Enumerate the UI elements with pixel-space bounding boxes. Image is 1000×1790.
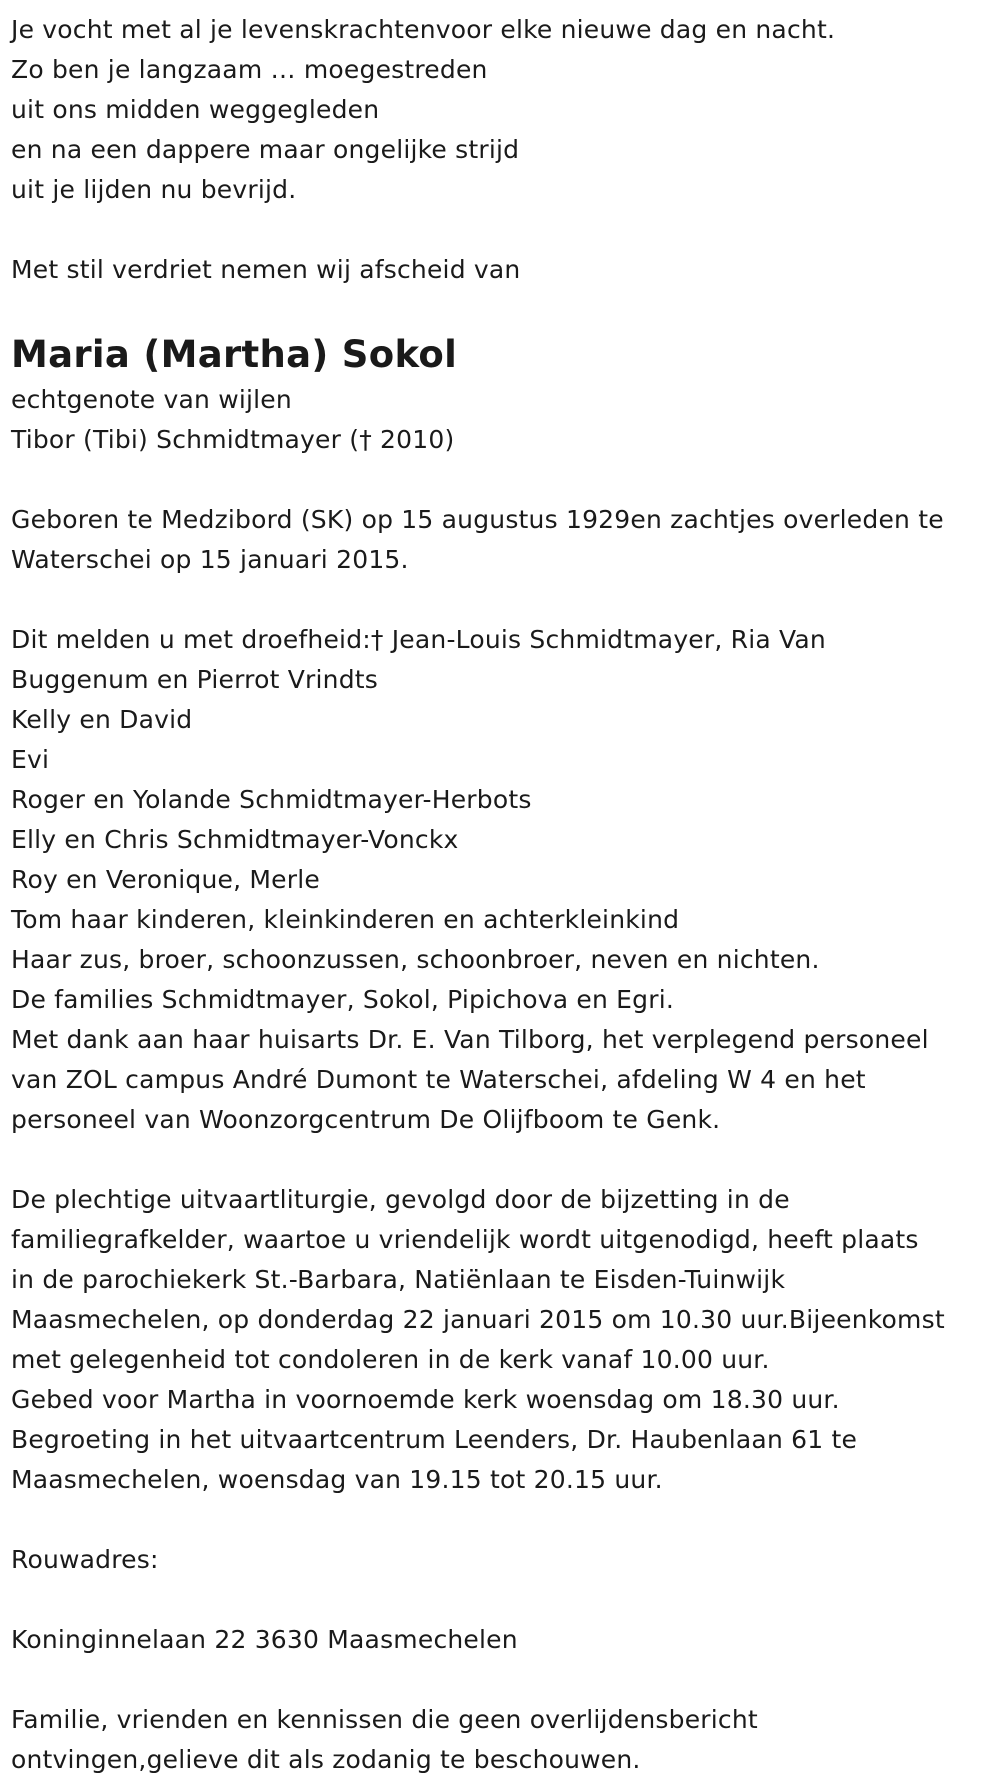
poem — [11, 10, 990, 210]
family-line: Evi — [11, 745, 50, 774]
ceremony-info — [11, 1180, 990, 1500]
spacer — [11, 210, 990, 250]
closing-line: Familie, vrienden en kennissen die geen overlijdensbericht — [11, 1705, 758, 1734]
ceremony-line: De plechtige uitvaartliturgie, gevolgd door de bijzetting in de — [11, 1185, 790, 1214]
spacer — [11, 290, 990, 330]
spouse-line: echtgenote van wijlen — [11, 385, 292, 414]
family-line: Dit melden u met droefheid:† Jean-Louis Schmidtmayer, Ria Van — [11, 625, 826, 654]
spacer — [11, 1140, 990, 1180]
intro-text: Met stil verdriet nemen wij afscheid van — [11, 255, 521, 284]
poem-line: Zo ben je langzaam … moegestreden — [11, 55, 488, 84]
ceremony-line: Gebed voor Martha in voornoemde kerk woensdag om 18.30 uur. — [11, 1385, 840, 1414]
birth-death-info — [11, 500, 990, 580]
mourning-address: Koninginnelaan 22 3630 Maasmechelen — [11, 1625, 518, 1654]
spacer — [11, 1580, 990, 1620]
poem-line: en na een dappere maar ongelijke strijd — [11, 135, 520, 164]
poem-line: Je vocht met al je levenskrachtenvoor elke nieuwe dag en nacht. — [11, 15, 836, 44]
birth-death-line: Geboren te Medzibord (SK) op 15 augustus 1929en zachtjes overleden te — [11, 505, 944, 534]
spacer — [11, 1500, 990, 1540]
ceremony-line: Begroeting in het uitvaartcentrum Leenders, Dr. Haubenlaan 61 te — [11, 1425, 858, 1454]
spacer — [11, 460, 990, 500]
closing-line: ontvingen,gelieve dit als zodanig te beschouwen. — [11, 1745, 641, 1774]
family-list — [11, 620, 990, 1140]
family-line: Buggenum en Pierrot Vrindts — [11, 665, 379, 694]
spacer — [11, 580, 990, 620]
birth-death-line: Waterschei op 15 januari 2015. — [11, 545, 409, 574]
ceremony-line: met gelegenheid tot condoleren in de kerk vanaf 10.00 uur. — [11, 1345, 770, 1374]
spacer — [11, 1660, 990, 1700]
family-line: Haar zus, broer, schoonzussen, schoonbroer, neven en nichten. — [11, 945, 820, 974]
address-label: Rouwadres: — [11, 1545, 159, 1574]
family-line: Elly en Chris Schmidtmayer-Vonckx — [11, 825, 459, 854]
family-line: van ZOL campus André Dumont te Waterschei, afdeling W 4 en het — [11, 1065, 866, 1094]
spouse-info — [11, 380, 990, 460]
family-line: Roger en Yolande Schmidtmayer-Herbots — [11, 785, 532, 814]
poem-line: uit je lijden nu bevrijd. — [11, 175, 297, 204]
ceremony-line: familiegrafkelder, waartoe u vriendelijk wordt uitgenodigd, heeft plaats — [11, 1225, 919, 1254]
family-line: Roy en Veronique, Merle — [11, 865, 320, 894]
poem-line: uit ons midden weggegleden — [11, 95, 380, 124]
family-line: Met dank aan haar huisarts Dr. E. Van Tilborg, het verplegend personeel — [11, 1025, 929, 1054]
family-line: Tom haar kinderen, kleinkinderen en achterkleinkind — [11, 905, 680, 934]
closing-note — [11, 1700, 990, 1780]
deceased-name: Maria (Martha) Sokol — [11, 333, 458, 376]
family-line: Kelly en David — [11, 705, 193, 734]
ceremony-line: Maasmechelen, op donderdag 22 januari 2015 om 10.30 uur.Bijeenkomst — [11, 1305, 945, 1334]
family-line: De families Schmidtmayer, Sokol, Pipichova en Egri. — [11, 985, 675, 1014]
spouse-line: Tibor (Tibi) Schmidtmayer († 2010) — [11, 425, 455, 454]
family-line: personeel van Woonzorgcentrum De Olijfboom te Genk. — [11, 1105, 721, 1134]
ceremony-line: Maasmechelen, woensdag van 19.15 tot 20.15 uur. — [11, 1465, 663, 1494]
ceremony-line: in de parochiekerk St.-Barbara, Natiënlaan te Eisden-Tuinwijk — [11, 1265, 786, 1294]
